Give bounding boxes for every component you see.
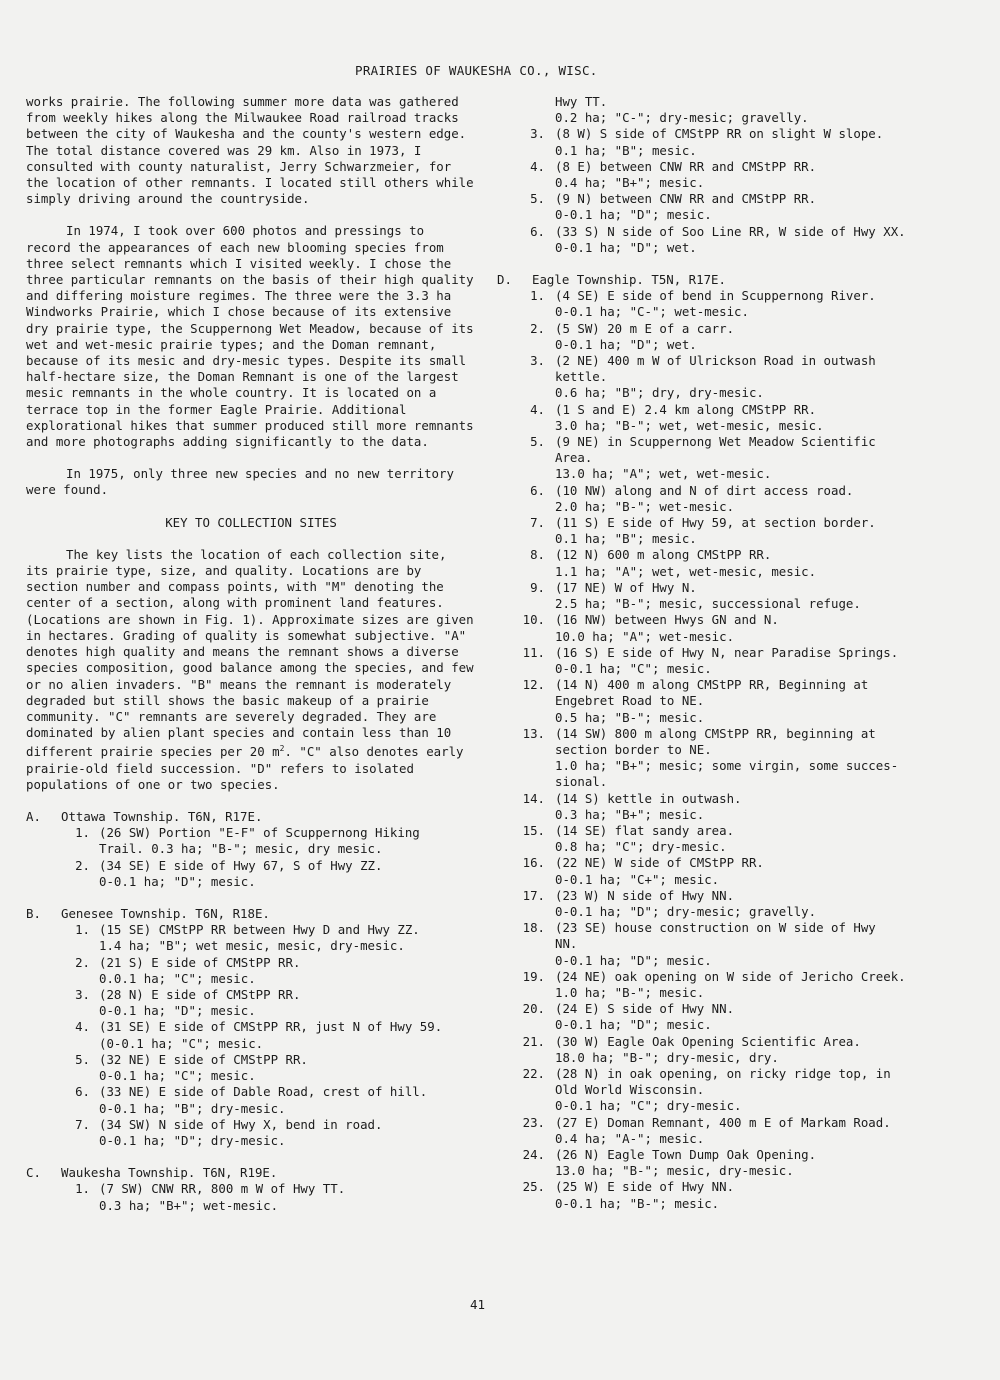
- entry-line: (5 SW) 20 m E of a carr.: [555, 320, 735, 336]
- entry-line: (16 NW) between Hwys GN and N.: [555, 612, 779, 628]
- site-entry: [497, 1179, 962, 1211]
- site-entry: [26, 1019, 476, 1051]
- site-entry: [497, 159, 962, 191]
- section-title: Ottawa Township. T6N, R17E.: [61, 809, 263, 825]
- entry-line: 0-0.1 ha; "C+"; mesic.: [555, 871, 720, 887]
- entry-line: (25 W) E side of Hwy NN.: [555, 1179, 735, 1195]
- section-d: [497, 272, 962, 1212]
- section-letter: B.: [26, 906, 41, 922]
- entry-line: (14 N) 400 m along CMStPP RR, Beginning at: [555, 677, 869, 693]
- site-entry: [26, 1117, 476, 1149]
- entry-line: (7 SW) CNW RR, 800 m W of Hwy TT.: [99, 1181, 346, 1197]
- entry-line: (15 SE) CMStPP RR between Hwy D and Hwy ZZ.: [99, 922, 420, 938]
- site-entry: [497, 321, 962, 353]
- site-entry: [497, 224, 962, 256]
- section-a: [26, 809, 476, 890]
- key-text-b: . "C" also denotes early prairie-old field succession. "D" refers to isolated populations of one or two species.: [26, 744, 464, 792]
- page-number: 41: [470, 1297, 486, 1312]
- entry-line: (27 E) Doman Remnant, 400 m E of Markam Road.: [555, 1114, 891, 1130]
- entry-number: 6.: [75, 1084, 90, 1100]
- entry-line: 0.3 ha; "B+"; wet-mesic.: [99, 1197, 279, 1213]
- section-b: [26, 906, 476, 1149]
- entry-number: 3.: [530, 126, 545, 142]
- section-heading: [26, 809, 476, 825]
- entry-line: (21 S) E side of CMStPP RR.: [99, 954, 301, 970]
- intro-paragraph-1: works prairie. The following summer more data was gathered from weekly hikes along the Milwaukee Road railroad tracks between the city of Waukesha and the county's western edge. The total distance covered was 29 km. Also in 1973, I consulted with county naturalist, Jerry Schwarzmeier, for the location of other remnants. I located still others while simply driving around the countryside.: [26, 94, 474, 207]
- entry-line: 0.4 ha; "A-"; mesic.: [555, 1130, 705, 1146]
- entry-number: 2.: [530, 320, 545, 336]
- site-entry: [497, 1115, 962, 1147]
- site-entry: [497, 1066, 962, 1115]
- entry-line: Area.: [555, 450, 593, 466]
- entry-line: (14 S) kettle in outwash.: [555, 790, 742, 806]
- section-letter: A.: [26, 809, 41, 825]
- entry-number: 5.: [75, 1051, 90, 1067]
- left-column: [26, 94, 476, 1230]
- entry-line: section border to NE.: [555, 741, 712, 757]
- entry-line: (8 E) between CNW RR and CMStPP RR.: [555, 158, 817, 174]
- site-entry: [26, 987, 476, 1019]
- entry-number: 2.: [75, 857, 90, 873]
- entry-line: 1.0 ha; "B-"; mesic.: [555, 984, 705, 1000]
- entry-number: 11.: [522, 644, 545, 660]
- entry-line: (14 SW) 800 m along CMStPP RR, beginning at: [555, 725, 876, 741]
- entry-line: 0-0.1 ha; "C"; mesic.: [555, 660, 712, 676]
- entry-number: 2.: [75, 954, 90, 970]
- site-entry: [497, 1034, 962, 1066]
- section-title: Waukesha Township. T6N, R19E.: [61, 1165, 278, 1181]
- entry-line: 3.0 ha; "B-"; wet, wet-mesic, mesic.: [555, 417, 824, 433]
- site-entry: [497, 823, 962, 855]
- entry-number: 20.: [522, 1001, 545, 1017]
- site-entry: [497, 288, 962, 320]
- entry-line: (26 N) Eagle Town Dump Oak Opening.: [555, 1147, 817, 1162]
- site-entry: [26, 1181, 476, 1213]
- key-paragraph: [26, 547, 476, 793]
- entry-line: 0.0.1 ha; "C"; mesic.: [99, 970, 256, 986]
- section-letter: C.: [26, 1165, 41, 1181]
- entry-number: 23.: [522, 1114, 545, 1130]
- entry-line: (1 S and E) 2.4 km along CMStPP RR.: [555, 401, 817, 417]
- entry-line: 0.4 ha; "B+"; mesic.: [555, 175, 705, 191]
- site-entry: [497, 726, 962, 791]
- entry-line: (34 SW) N side of Hwy X, bend in road.: [99, 1116, 383, 1132]
- entry-number: 3.: [75, 987, 90, 1003]
- intro-paragraph-2: In 1974, I took over 600 photos and pressings to record the appearances of each new blooming species from three select remnants which I visited weekly. I chose the three particular remnants on the basis of their high quality and differing moisture regimes. The three were the 3.3 ha Windworks Prairie, which I chose because of its extensive dry prairie type, the Scuppernong Wet Meadow, because of its wet and wet-mesic prairie types; and the Doman remnant, because of its mesic and dry-mesic types. Despite its small half-hectare size, the Doman Remnant is one of the largest mesic remnants in the whole country. It is located on a terrace top in the former Eagle Prairie. Additional explorational hikes that summer produced still more remnants and more photographs adding significantly to the data.: [26, 223, 474, 450]
- entry-line: (17 NE) W of Hwy N.: [555, 579, 697, 595]
- entry-line: sional.: [555, 774, 608, 790]
- entry-line: (33 NE) E side of Dable Road, crest of hill.: [99, 1084, 428, 1100]
- entry-line: 0-0.1 ha; "B-"; mesic.: [555, 1195, 720, 1211]
- entry-line: NN.: [555, 936, 578, 952]
- entry-number: 1.: [530, 288, 545, 304]
- entry-number: 1.: [75, 1181, 90, 1197]
- entry-number: 19.: [522, 968, 545, 984]
- entry-line: 0-0.1 ha; "C-"; wet-mesic.: [555, 304, 749, 320]
- entry-line: Old World Wisconsin.: [555, 1082, 705, 1098]
- entry-number: 21.: [522, 1033, 545, 1049]
- site-entry: [26, 1052, 476, 1084]
- entry-line: 2.5 ha; "B-"; mesic, successional refuge.: [555, 596, 861, 612]
- site-entry: [497, 612, 962, 644]
- site-entry: [497, 677, 962, 726]
- site-entry: [497, 580, 962, 612]
- entry-line: (23 W) N side of Hwy NN.: [555, 887, 735, 903]
- entry-line: 0-0.1 ha; "D"; mesic.: [555, 207, 712, 223]
- site-entry: [497, 94, 962, 126]
- entry-number: 9.: [530, 579, 545, 595]
- site-entry: [497, 1001, 962, 1033]
- entry-line: 0-0.1 ha; "D"; mesic.: [99, 873, 256, 889]
- right-column: [497, 94, 962, 1228]
- entry-line: 0.3 ha; "B+"; mesic.: [555, 806, 705, 822]
- site-entry: [497, 353, 962, 402]
- site-entry: [26, 922, 476, 954]
- site-entry: [497, 547, 962, 579]
- entry-line: 2.0 ha; "B-"; wet-mesic.: [555, 498, 735, 514]
- site-entry: [497, 888, 962, 920]
- entry-line: 1.4 ha; "B"; wet mesic, mesic, dry-mesic.: [99, 938, 405, 954]
- entry-line: 0.6 ha; "B"; dry, dry-mesic.: [555, 385, 764, 401]
- entry-line: 0-0.1 ha; "D"; wet.: [555, 336, 697, 352]
- entry-line: 1.1 ha; "A"; wet, wet-mesic, mesic.: [555, 563, 817, 579]
- site-entry: [497, 645, 962, 677]
- entry-line: 0-0.1 ha; "C"; mesic.: [99, 1068, 256, 1084]
- entry-line: (26 SW) Portion "E-F" of Scuppernong Hiking: [99, 825, 420, 841]
- entry-line: (9 N) between CNW RR and CMStPP RR.: [555, 191, 817, 207]
- entry-number: 25.: [522, 1179, 545, 1195]
- entry-line: (8 W) S side of CMStPP RR on slight W slope.: [555, 126, 884, 142]
- section-c-continued: [497, 94, 962, 256]
- site-entry: [497, 483, 962, 515]
- entry-number: 4.: [530, 158, 545, 174]
- entry-line: (14 SE) flat sandy area.: [555, 822, 735, 838]
- entry-line: (23 SE) house construction on W side of Hwy: [555, 920, 876, 936]
- entry-number: 7.: [530, 515, 545, 531]
- entry-line: (22 NE) W side of CMStPP RR.: [555, 855, 764, 871]
- entry-number: 10.: [522, 612, 545, 628]
- entry-line: (24 NE) oak opening on W side of Jericho Creek.: [555, 968, 906, 984]
- entry-number: 1.: [75, 825, 90, 841]
- entry-line: 0.2 ha; "C-"; dry-mesic; gravelly.: [555, 110, 809, 126]
- entry-number: 3.: [530, 353, 545, 369]
- site-entry: [497, 191, 962, 223]
- superscript: 2: [279, 744, 285, 754]
- entry-number: 12.: [522, 677, 545, 693]
- entry-number: 17.: [522, 887, 545, 903]
- entry-line: 0.1 ha; "B"; mesic.: [555, 142, 697, 158]
- entry-line: (28 N) in oak opening, on ricky ridge top, in: [555, 1065, 891, 1081]
- entry-line: (30 W) Eagle Oak Opening Scientific Area.: [555, 1033, 861, 1049]
- entry-number: 8.: [530, 547, 545, 563]
- entry-line: 0-0.1 ha; "D"; mesic.: [555, 1017, 712, 1033]
- entry-line: Trail. 0.3 ha; "B-"; mesic, dry mesic.: [99, 841, 383, 857]
- entry-line: (12 N) 600 m along CMStPP RR.: [555, 547, 772, 563]
- entry-line: (0-0.1 ha; "C"; mesic.: [99, 1035, 264, 1051]
- section-c-start: [26, 1165, 476, 1214]
- entry-line: (11 S) E side of Hwy 59, at section border.: [555, 515, 876, 531]
- entry-number: 13.: [522, 725, 545, 741]
- entry-line: 0-0.1 ha; "D"; mesic.: [99, 1003, 256, 1019]
- entry-line: 18.0 ha; "B-"; dry-mesic, dry.: [555, 1049, 779, 1065]
- key-text-a: The key lists the location of each collection site, its prairie type, size, and quality. Locations are by section number and compass points, with "M" denoting the center of a section, along with prominent land features. (Locations are shown in Fig. 1). Approximate sizes are given in hectares. Grading of quality is somewhat subjective. "A" denotes high quality and means the remnant shows a diverse species composition, good balance among the species, and few or no alien invaders. "B" means the remnant is moderately degraded but still shows the basic makeup of a prairie community. "C" remnants are severely degraded. They are dominated by alien plant species and contain less than 10 different prairie species per 20 m: [26, 546, 474, 760]
- entry-line: 0-0.1 ha; "D"; dry-mesic.: [99, 1132, 286, 1148]
- section-heading: [497, 272, 962, 288]
- site-entry: [26, 825, 476, 857]
- entry-line: 13.0 ha; "A"; wet, wet-mesic.: [555, 466, 772, 482]
- entry-line: 0-0.1 ha; "C"; dry-mesic.: [555, 1098, 742, 1114]
- entry-line: (2 NE) 400 m W of Ulrickson Road in outwash: [555, 353, 876, 369]
- entry-number: 14.: [522, 790, 545, 806]
- entry-line: (33 S) N side of Soo Line RR, W side of Hwy XX.: [555, 223, 906, 239]
- entry-number: 6.: [530, 482, 545, 498]
- entry-line: (28 N) E side of CMStPP RR.: [99, 987, 301, 1003]
- running-header: PRAIRIES OF WAUKESHA CO., WISC.: [355, 63, 598, 78]
- entry-number: 22.: [522, 1065, 545, 1081]
- entry-number: 18.: [522, 920, 545, 936]
- entry-line: 0-0.1 ha; "D"; wet.: [555, 239, 697, 255]
- entry-line: (4 SE) E side of bend in Scuppernong River.: [555, 288, 876, 304]
- site-entry: [26, 955, 476, 987]
- intro-paragraph-3: In 1975, only three new species and no new territory were found.: [26, 466, 454, 498]
- entry-line: (9 NE) in Scuppernong Wet Meadow Scientific: [555, 434, 876, 450]
- entry-line: 0.8 ha; "C"; dry-mesic.: [555, 839, 727, 855]
- entry-number: 6.: [530, 223, 545, 239]
- section-title: Genesee Township. T6N, R18E.: [61, 906, 270, 922]
- entry-number: 15.: [522, 822, 545, 838]
- entry-line: 10.0 ha; "A"; wet-mesic.: [555, 628, 735, 644]
- entry-number: 5.: [530, 434, 545, 450]
- entry-number: 5.: [530, 191, 545, 207]
- site-entry: [497, 1147, 962, 1179]
- entry-number: 24.: [522, 1147, 545, 1162]
- entry-line: Hwy TT.: [555, 94, 608, 109]
- entry-line: 13.0 ha; "B-"; mesic, dry-mesic.: [555, 1163, 794, 1179]
- entry-line: (16 S) E side of Hwy N, near Paradise Springs.: [555, 644, 899, 660]
- site-entry: [497, 515, 962, 547]
- site-entry: [497, 969, 962, 1001]
- entry-line: 1.0 ha; "B+"; mesic; some virgin, some succes-: [555, 758, 899, 774]
- entry-number: 4.: [530, 401, 545, 417]
- entry-number: 4.: [75, 1019, 90, 1035]
- site-entry: [497, 791, 962, 823]
- site-entry: [497, 434, 962, 483]
- site-entry: [497, 402, 962, 434]
- site-entry: [497, 855, 962, 887]
- site-entry: [26, 1084, 476, 1116]
- entry-line: (31 SE) E side of CMStPP RR, just N of Hwy 59.: [99, 1019, 443, 1035]
- key-heading: KEY TO COLLECTION SITES: [165, 514, 337, 530]
- section-title: Eagle Township. T5N, R17E.: [532, 272, 726, 288]
- entry-line: 0.1 ha; "B"; mesic.: [555, 531, 697, 547]
- entry-line: (10 NW) along and N of dirt access road.: [555, 482, 854, 498]
- entry-line: 0.5 ha; "B-"; mesic.: [555, 709, 705, 725]
- site-entry: [26, 858, 476, 890]
- entry-line: (32 NE) E side of CMStPP RR.: [99, 1051, 308, 1067]
- entry-number: 7.: [75, 1116, 90, 1132]
- entry-line: 0-0.1 ha; "D"; dry-mesic; gravelly.: [555, 903, 817, 919]
- section-heading: [26, 906, 476, 922]
- entry-line: 0-0.1 ha; "D"; mesic.: [555, 952, 712, 968]
- entry-line: kettle.: [555, 369, 608, 385]
- entry-line: Engebret Road to NE.: [555, 693, 705, 709]
- entry-line: 0-0.1 ha; "B"; dry-mesic.: [99, 1100, 286, 1116]
- entry-number: 1.: [75, 922, 90, 938]
- entry-line: (34 SE) E side of Hwy 67, S of Hwy ZZ.: [99, 857, 383, 873]
- section-heading: [26, 1165, 476, 1181]
- entry-line: (24 E) S side of Hwy NN.: [555, 1001, 735, 1017]
- section-letter: D.: [497, 272, 512, 288]
- entry-number: 16.: [522, 855, 545, 871]
- site-entry: [497, 920, 962, 969]
- site-entry: [497, 126, 962, 158]
